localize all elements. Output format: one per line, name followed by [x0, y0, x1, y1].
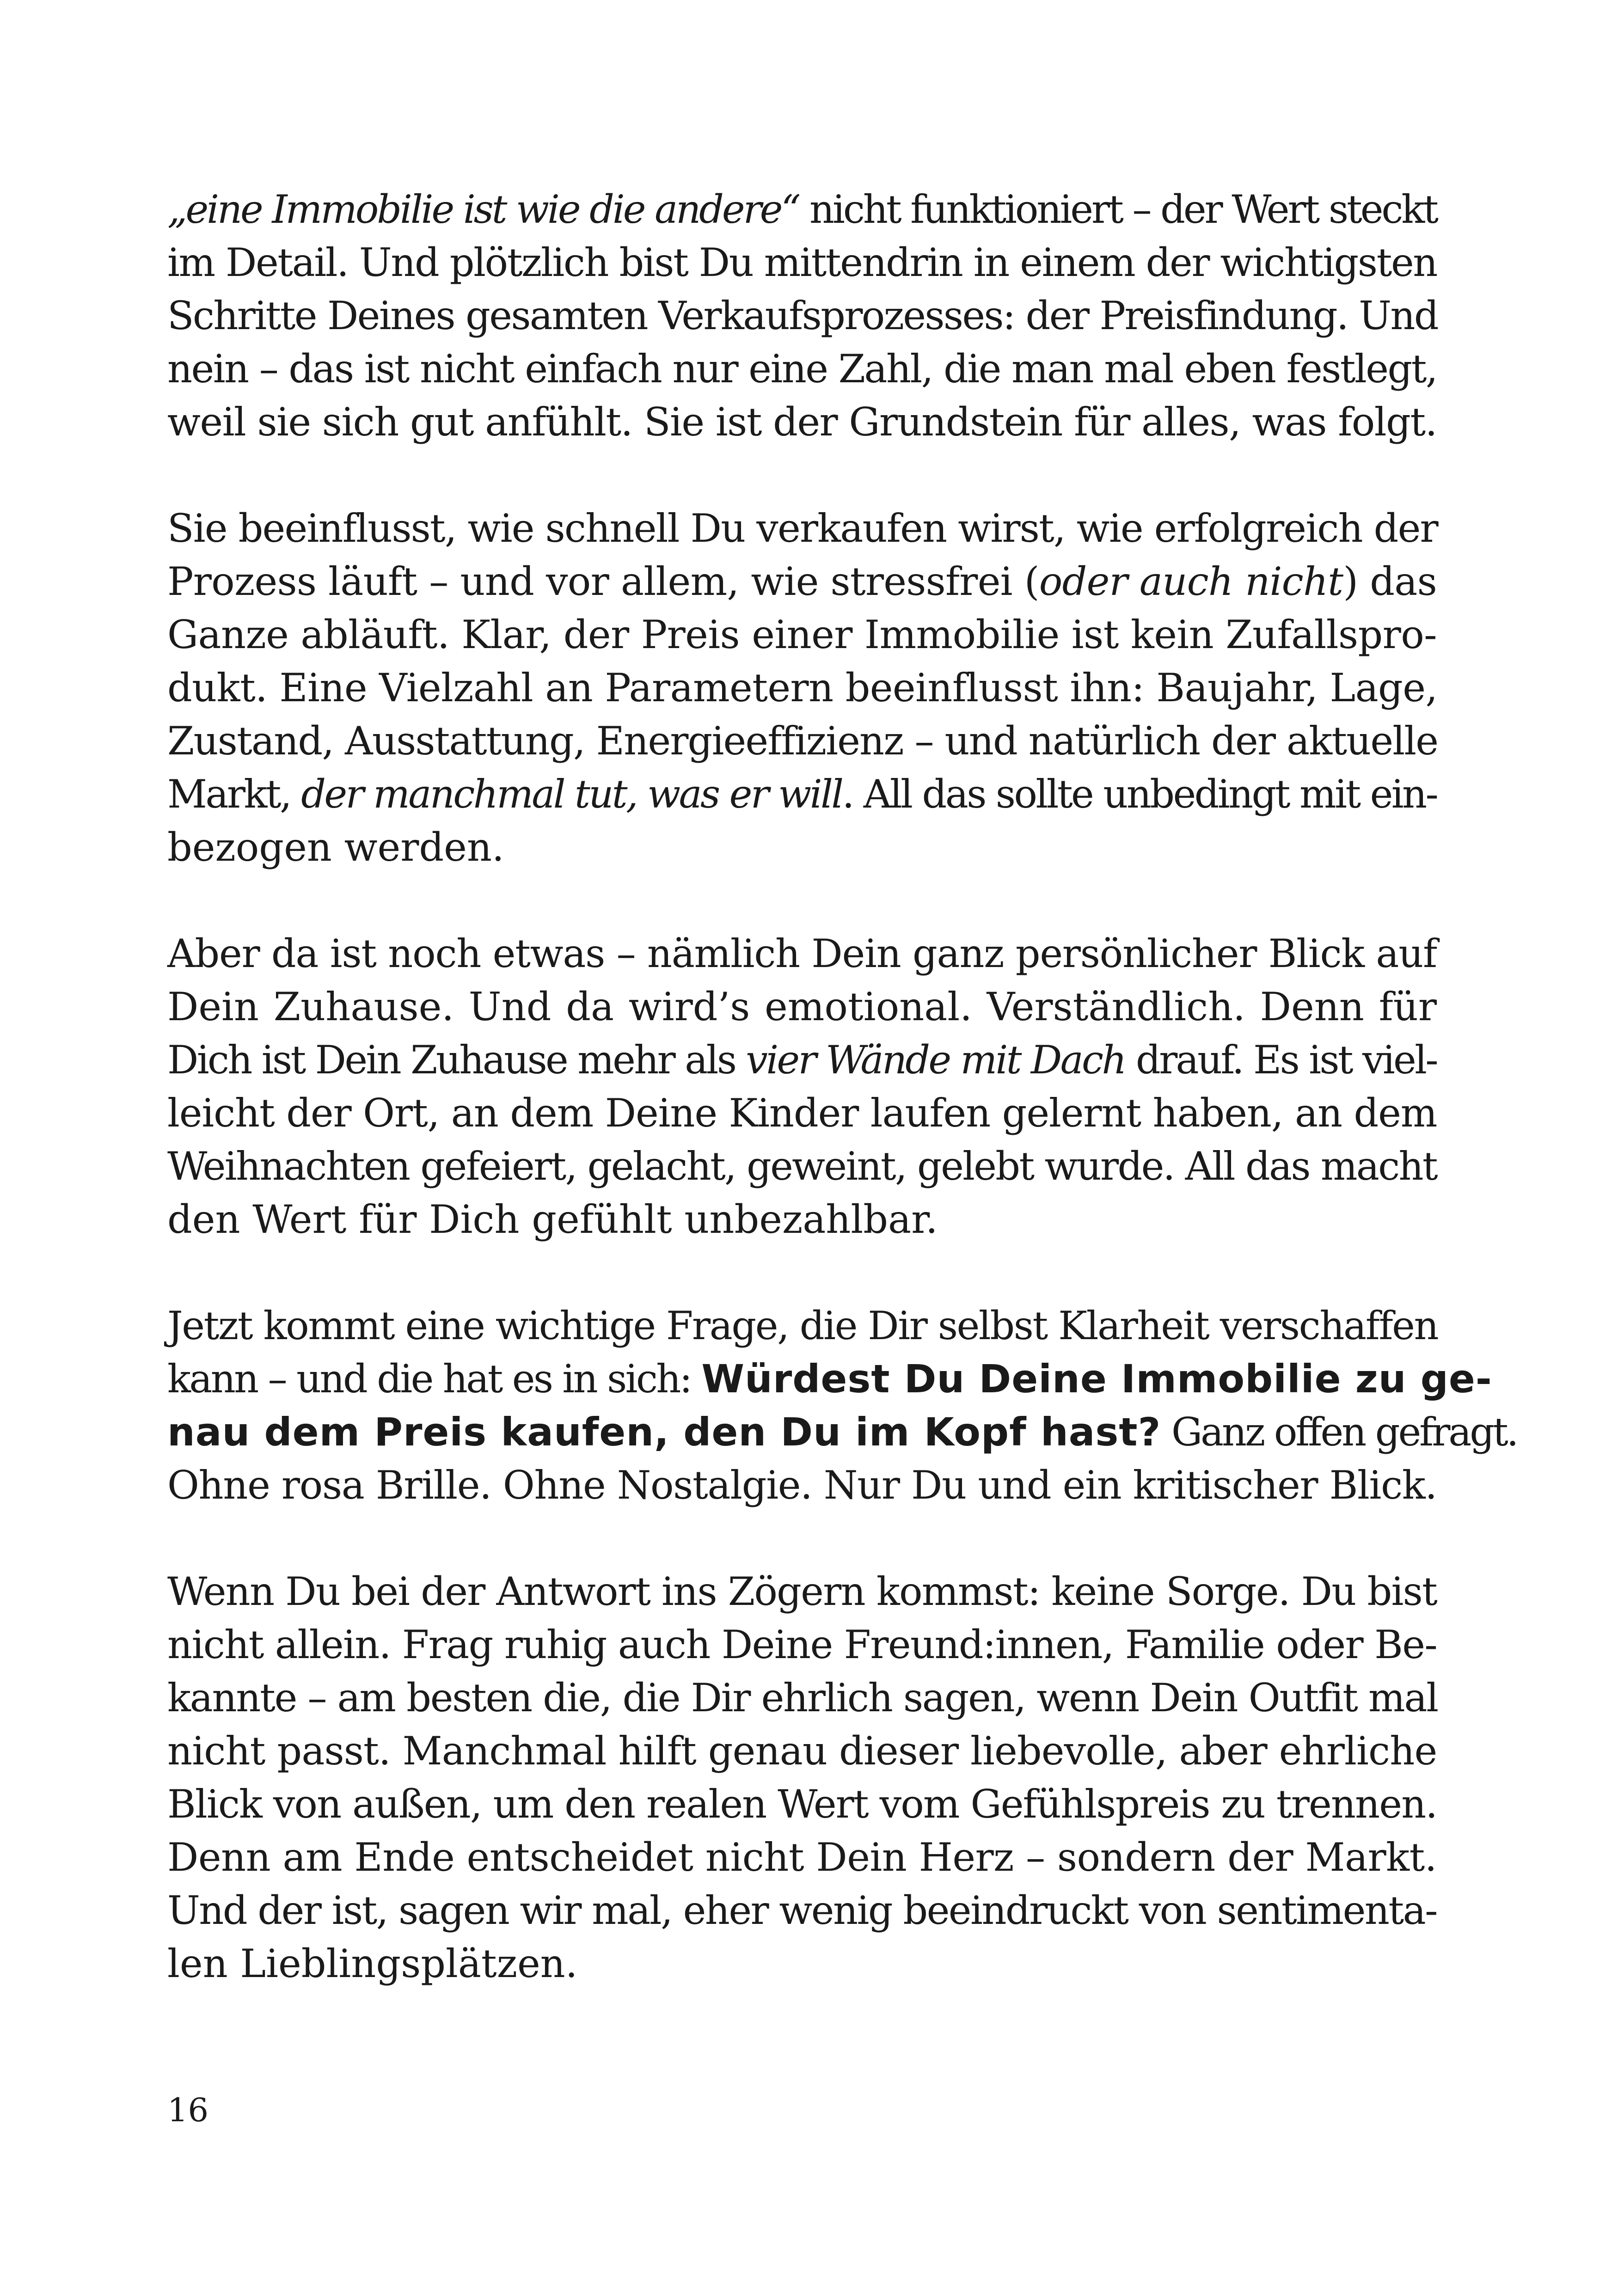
- text-segment: den Wert für Dich gefühlt unbezahlbar.: [167, 1197, 938, 1242]
- page-number: 16: [167, 2091, 209, 2129]
- text-segment: Blick von außen, um den realen Wert vom Gefühlspreis zu trennen.: [167, 1782, 1437, 1827]
- text-line: [167, 608, 1437, 661]
- text-segment: bezogen werden.: [167, 825, 504, 870]
- text-segment: . All das sollte unbedingt mit ein-: [842, 771, 1437, 817]
- text-segment: Ganz offen gefragt.: [1161, 1409, 1517, 1455]
- text-line: [167, 183, 1437, 236]
- text-segment: len Lieblingsplätzen.: [167, 1941, 578, 1986]
- text-segment: Weihnachten gefeiert, gelacht, geweint, gelebt wurde. All das macht: [167, 1144, 1437, 1189]
- text-segment: Denn am Ende entscheidet nicht Dein Herz – sondern der Markt.: [167, 1835, 1437, 1880]
- paragraph: [167, 1299, 1517, 1512]
- italic-text: oder auch nicht: [1039, 559, 1343, 604]
- text-segment: Prozess läuft – und vor allem, wie stressfrei (: [167, 559, 1039, 604]
- text-line: [167, 661, 1437, 715]
- text-line: [167, 715, 1437, 768]
- text-line: [167, 768, 1437, 821]
- text-segment: nicht funktioniert – der Wert steckt: [799, 187, 1437, 232]
- text-segment: Aber da ist noch etwas – nämlich Dein ganz persönlicher Blick auf: [167, 931, 1437, 976]
- text-segment: Dein Zuhause. Und da wird’s emotional. Verständlich. Denn für: [167, 984, 1437, 1029]
- paragraph: [167, 183, 1437, 449]
- text-line: [167, 1937, 1437, 1990]
- text-line: [167, 1884, 1437, 1937]
- text-line: [167, 396, 1437, 449]
- paragraph: [167, 502, 1437, 874]
- bold-text: Würdest Du Deine Immobilie zu ge-: [701, 1356, 1492, 1402]
- text-line: [167, 1565, 1437, 1618]
- text-line: [167, 1778, 1437, 1831]
- text-line: [167, 821, 1437, 874]
- text-segment: nicht allein. Frag ruhig auch Deine Freund:innen, Familie oder Be-: [167, 1622, 1437, 1667]
- text-segment: kannte – am besten die, die Dir ehrlich sagen, wenn Dein Outfit mal: [167, 1675, 1438, 1720]
- text-segment: Dich ist Dein Zuhause mehr als: [167, 1037, 746, 1083]
- text-line: [167, 1459, 1437, 1512]
- text-line: [167, 1618, 1437, 1671]
- text-line: [167, 1140, 1437, 1193]
- text-segment: nein – das ist nicht einfach nur eine Zahl, die man mal eben festlegt,: [167, 346, 1437, 392]
- paragraph: [167, 1565, 1437, 1990]
- text-segment: leicht der Ort, an dem Deine Kinder laufen gelernt haben, an dem: [167, 1090, 1437, 1136]
- text-segment: dukt. Eine Vielzahl an Parametern beeinflusst ihn: Baujahr, Lage,: [167, 665, 1438, 710]
- text-line: [167, 1831, 1437, 1884]
- text-line: [167, 1406, 1517, 1459]
- text-segment: kann – und die hat es in sich:: [167, 1356, 702, 1402]
- text-segment: ) das: [1343, 559, 1437, 604]
- text-line: [167, 1193, 1437, 1246]
- italic-text: vier Wände mit Dach: [746, 1037, 1125, 1083]
- text-line: [167, 1353, 1492, 1406]
- text-segment: Sie beeinflusst, wie schnell Du verkaufen wirst, wie erfolgreich der: [167, 506, 1438, 551]
- italic-text: „eine Immobilie ist wie die andere“: [167, 187, 799, 232]
- text-line: [167, 1725, 1437, 1778]
- paragraph: [167, 927, 1437, 1246]
- text-segment: Ohne rosa Brille. Ohne Nostalgie. Nur Du und ein kritischer Blick.: [167, 1463, 1437, 1508]
- text-line: [167, 236, 1437, 289]
- text-line: [167, 502, 1437, 555]
- text-segment: nicht passt. Manchmal hilft genau dieser liebevolle, aber ehrliche: [167, 1728, 1437, 1774]
- text-line: [167, 980, 1437, 1034]
- text-line: [167, 1299, 1437, 1353]
- italic-text: der manchmal tut, was er will: [301, 771, 842, 817]
- text-segment: Schritte Deines gesamten Verkaufsprozesses: der Preisfindung. Und: [167, 293, 1438, 338]
- text-segment: Wenn Du bei der Antwort ins Zögern kommst: keine Sorge. Du bist: [167, 1569, 1437, 1614]
- text-segment: weil sie sich gut anfühlt. Sie ist der Grundstein für alles, was folgt.: [167, 399, 1437, 445]
- text-segment: drauf. Es ist viel-: [1125, 1037, 1437, 1083]
- text-segment: Markt,: [167, 771, 301, 817]
- text-segment: Zustand, Ausstattung, Energieeffizienz – und natürlich der aktuelle: [167, 718, 1438, 764]
- text-line: [167, 1671, 1437, 1725]
- text-line: [167, 289, 1437, 343]
- text-line: [167, 555, 1437, 608]
- text-segment: im Detail. Und plötzlich bist Du mittendrin in einem der wichtigsten: [167, 240, 1437, 285]
- body-text: [167, 183, 1517, 2044]
- text-line: [167, 1034, 1437, 1087]
- text-segment: Und der ist, sagen wir mal, eher wenig beeindruckt von sentimenta-: [167, 1888, 1437, 1933]
- text-segment: Jetzt kommt eine wichtige Frage, die Dir selbst Klarheit verschaffen: [167, 1303, 1438, 1348]
- text-segment: Ganze abläuft. Klar, der Preis einer Immobilie ist kein Zufallspro-: [167, 612, 1437, 657]
- text-line: [167, 1087, 1437, 1140]
- text-line: [167, 343, 1437, 396]
- text-line: [167, 927, 1437, 980]
- bold-text: nau dem Preis kaufen, den Du im Kopf hast?: [167, 1409, 1161, 1455]
